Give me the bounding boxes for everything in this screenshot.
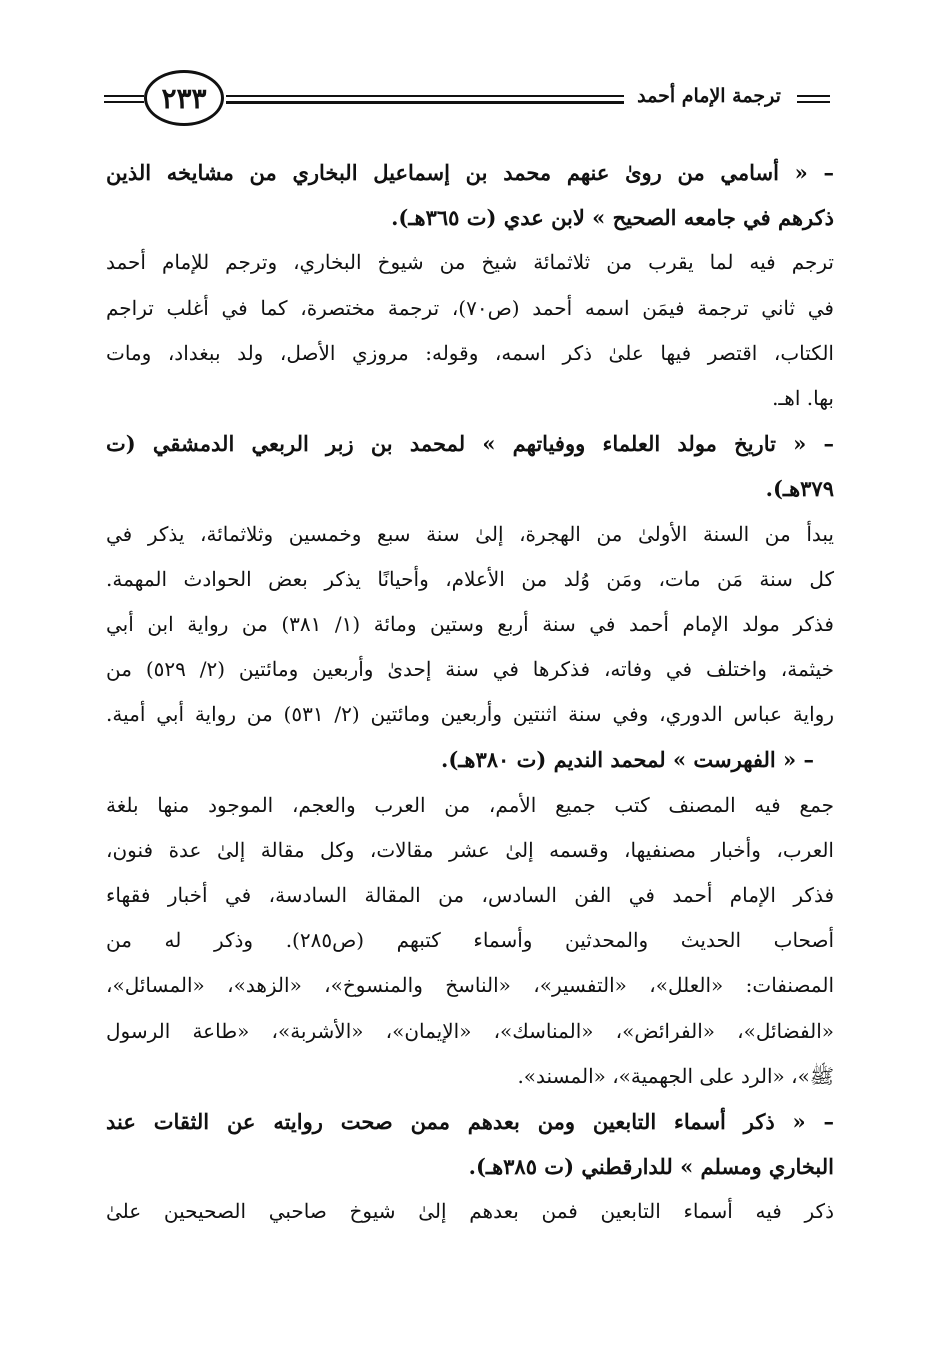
text-line: العرب، وأخبار مصنفيها، وقسمه إلىٰ عشر مقالات، وكل مقالة إلىٰ عدة فنون، — [106, 837, 834, 862]
header-rule — [104, 101, 144, 103]
text-line: ﷺ»، «الرد على الجهمية»، «المسند». — [517, 1063, 834, 1088]
text-line: يبدأ من السنة الأولىٰ من الهجرة، إلىٰ سنة سبع وخمسين وثلاثمائة، يذكر في — [106, 521, 834, 546]
text-line: «الفضائل»، «الفرائض»، «المناسك»، «الإيمان»، «الأشربة»، «طاعة الرسول — [106, 1018, 834, 1043]
text-line: ٣٧٩هـ). — [765, 476, 834, 502]
running-header — [104, 70, 830, 130]
running-title: ترجمة الإمام أحمد — [624, 85, 794, 107]
body-text — [106, 150, 834, 1235]
text-line: ذكر فيه أسماء التابعين فمن بعدهم إلىٰ شيوخ صاحبي الصحيحين علىٰ — [106, 1199, 834, 1224]
text-line: كل سنة مَن مات، ومَن وُلد من الأعلام، وأحيانًا يذكر بعض الحوادث المهمة. — [106, 566, 834, 591]
text-line: الكتاب، اقتصر فيها علىٰ ذكر اسمه، وقوله: مروزي الأصل، ولد ببغداد، ومات — [106, 340, 834, 365]
text-line: رواية عباس الدوري، وفي سنة اثنتين وأربعين ومائتين (٢/ ٥٣١) من رواية أبي أمية. — [106, 702, 834, 727]
text-line: في ثاني ترجمة فيمَن اسمه أحمد (ص٧٠)، ترجمة مختصرة، كما في أغلب تراجم — [106, 295, 834, 320]
header-rule — [797, 95, 830, 97]
text-line: ذكرهم في جامعه الصحيح » لابن عدي (ت ٣٦٥هـ). — [391, 205, 834, 231]
text-line: أصحاب الحديث والمحدثين وأسماء كتبهم (ص٢٨٥). وذكر له من — [106, 928, 834, 953]
text-line: بها. اهـ. — [772, 385, 834, 410]
text-line: – « ذكر أسماء التابعين ومن بعدهم ممن صحت روايته عن الثقات عند — [106, 1108, 834, 1134]
text-line: فذكر مولد الإمام أحمد في سنة أربع وستين ومائة (١/ ٣٨١) من رواية ابن أبي — [106, 611, 834, 636]
header-rule — [104, 95, 144, 97]
text-line: فذكر الإمام أحمد في الفن السادس، من المقالة السادسة، في أخبار فقهاء — [106, 883, 834, 907]
text-line: البخاري ومسلم » للدارقطني (ت ٣٨٥هـ). — [468, 1154, 834, 1180]
text-line: جمع فيه المصنف كتب جميع الأمم، من العرب والعجم، الموجود منها بلغة — [106, 792, 834, 817]
page-number: ٢٣٣ — [161, 81, 207, 115]
page-number-circle — [144, 70, 224, 126]
text-line: المصنفات: «العلل»، «التفسير»، «الناسخ والمنسوخ»، «الزهد»، «المسائل»، — [106, 973, 834, 998]
text-line: – « الفهرست » لمحمد النديم (ت ٣٨٠هـ). — [441, 747, 814, 773]
text-line: – « أسامي من روىٰ عنهم محمد بن إسماعيل البخاري من مشايخه الذين — [106, 160, 834, 185]
header-rule — [797, 101, 830, 103]
text-line: – « تاريخ مولد العلماء ووفياتهم » لمحمد بن زبر الربعي الدمشقي (ت — [106, 431, 834, 457]
text-line: خيثمة، واختلف في وفاته، فذكرها في سنة إحدىٰ وأربعين ومائتين (٢/ ٥٢٩) من — [106, 657, 834, 682]
text-line: ترجم فيه لما يقرب من ثلاثمائة شيخ من شيوخ البخاري، وترجم للإمام أحمد — [106, 250, 834, 275]
